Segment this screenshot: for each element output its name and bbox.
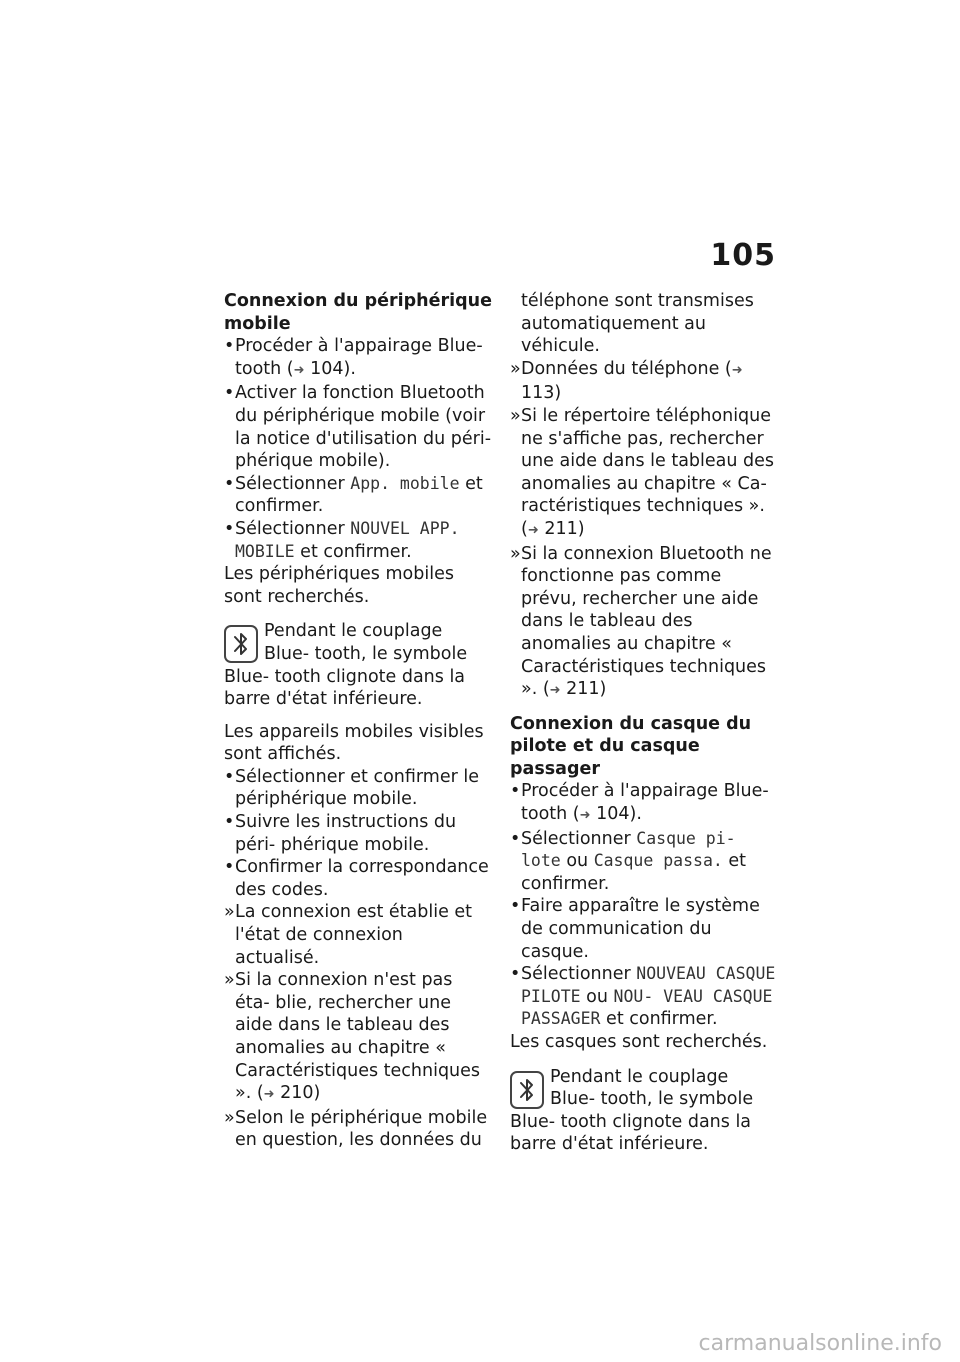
result-item: » Si la connexion n'est pas éta- blie, rechercher une aide dans le tableau des anomalies au chapitre « Caractéristiques techniques ». (➜ 210) — [224, 969, 492, 1107]
menu-code: Casque pi- lote — [521, 828, 736, 871]
list-item: • Sélectionner NOUVEL APP. MOBILE et confirmer. — [224, 518, 492, 563]
result-item: » Si le répertoire téléphonique ne s'affiche pas, rechercher une aide dans le tableau des anomalies au chapitre « Ca- ractéristiques techniques ». (➜ 211) — [510, 405, 778, 543]
menu-code: NOUVEL APP. MOBILE — [235, 518, 460, 561]
menu-code: App. mobile — [350, 473, 460, 493]
page-number: 105 — [710, 238, 776, 273]
arrow-right-icon: ➜ — [549, 683, 561, 699]
list-item: • Sélectionner Casque pi- lote ou Casque passa. et confirmer. — [510, 828, 778, 896]
bluetooth-note: Pendant le couplage Blue- tooth, le symbole Blue- tooth clignote dans la barre d'état inférieure. — [224, 621, 468, 710]
list-item: • Sélectionner NOUVEAU CASQUE PILOTE ou NOU- VEAU CASQUE PASSAGER et confirmer. — [510, 963, 778, 1031]
paragraph: Les appareils mobiles visibles sont affichés. — [224, 721, 484, 765]
page-reference-link[interactable]: 211) — [566, 679, 607, 700]
page-reference-link[interactable]: 211) — [544, 518, 585, 539]
list-item: • Sélectionner et confirmer le périphérique mobile. — [224, 766, 492, 811]
arrow-right-icon: ➜ — [579, 808, 591, 824]
left-column — [224, 290, 492, 1152]
section-heading-mobile: Connexion du périphérique mobile — [224, 291, 492, 334]
list-item: • Procéder à l'appairage Blue- tooth (➜ 104). — [224, 335, 492, 382]
menu-code: NOUVEAU CASQUE PILOTE — [521, 964, 776, 1006]
arrow-right-icon: ➜ — [731, 362, 743, 378]
result-item: » Selon le périphérique mobile en question, les données du — [224, 1107, 492, 1152]
arrow-right-icon: ➜ — [263, 1087, 275, 1103]
page-reference-link[interactable]: 104). — [310, 358, 356, 379]
page-reference-link[interactable]: 210) — [280, 1083, 321, 1104]
list-item: • Procéder à l'appairage Blue- tooth (➜ 104). — [510, 780, 778, 827]
right-column — [510, 290, 778, 1166]
list-item: • Suivre les instructions du péri- phérique mobile. — [224, 811, 492, 856]
result-item: » Données du téléphone (➜ 113) — [510, 358, 778, 405]
paragraph: Les casques sont recherchés. — [510, 1032, 768, 1052]
result-item: » Si la connexion Bluetooth ne fonctionne pas comme prévu, rechercher une aide dans le tableau des anomalies au chapitre « Caractéristiques techniques ». (➜ 211) — [510, 543, 778, 703]
page-reference-link[interactable]: 113) — [521, 383, 562, 404]
list-item: • Faire apparaître le système de communication du casque. — [510, 895, 778, 963]
menu-code: Casque passa. — [593, 851, 723, 871]
arrow-right-icon: ➜ — [293, 362, 305, 378]
list-item: • Activer la fonction Bluetooth du périphérique mobile (voir la notice d'utilisation du péri- phérique mobile). — [224, 382, 492, 472]
section-heading-headset: Connexion du casque du pilote et du casque passager — [510, 713, 752, 779]
bluetooth-icon — [224, 625, 258, 663]
result-item-continued: téléphone sont transmises automatiquement au véhicule. — [521, 291, 754, 357]
arrow-right-icon: ➜ — [527, 522, 539, 538]
list-item: • Confirmer la correspondance des codes. — [224, 856, 492, 901]
paragraph: Les périphériques mobiles sont recherchés. — [224, 564, 454, 607]
page-reference-link[interactable]: 104). — [596, 804, 642, 825]
bluetooth-icon — [510, 1071, 544, 1109]
list-item: • Sélectionner App. mobile et confirmer. — [224, 473, 492, 518]
menu-code: NOU- VEAU CASQUE PASSAGER — [521, 986, 773, 1029]
bluetooth-note: Pendant le couplage Blue- tooth, le symbole Blue- tooth clignote dans la barre d'état inférieure. — [510, 1066, 754, 1155]
watermark: carmanualsonline.info — [698, 1331, 942, 1356]
result-item: » La connexion est établie et l'état de connexion actualisé. — [224, 901, 492, 969]
